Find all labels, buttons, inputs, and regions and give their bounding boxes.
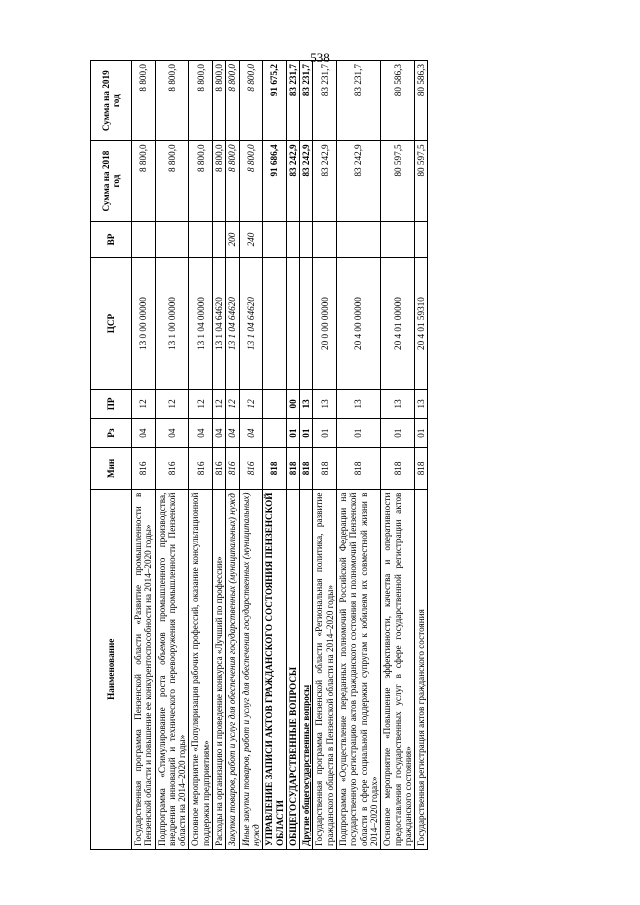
cell-vr bbox=[132, 221, 156, 258]
cell-vr bbox=[213, 221, 226, 258]
cell-sum2019: 83 231,7 bbox=[337, 61, 381, 141]
rotated-table-container bbox=[90, 60, 550, 850]
cell-sum2019: 8 800,0 bbox=[239, 61, 263, 141]
cell-csr: 20 4 01 00000 bbox=[381, 258, 415, 390]
cell-pr: 13 bbox=[300, 389, 313, 418]
cell-csr bbox=[263, 258, 287, 390]
cell-name: Государственная программа Пензенской области «Развитие промышленности в Пензенской области и повышение ее конкурентоспособности на 2014–2020 годы» bbox=[132, 489, 156, 849]
cell-sum2019: 8 800,0 bbox=[213, 61, 226, 141]
cell-sum2019: 80 586,3 bbox=[415, 61, 428, 141]
cell-min: 816 bbox=[189, 448, 213, 489]
table-row bbox=[415, 61, 428, 850]
cell-rz: 04 bbox=[226, 418, 239, 447]
cell-vr bbox=[189, 221, 213, 258]
rotated-page bbox=[90, 60, 550, 850]
cell-min: 816 bbox=[213, 448, 226, 489]
cell-sum2019: 8 800,0 bbox=[226, 61, 239, 141]
cell-sum2018: 8 800,0 bbox=[155, 141, 189, 221]
cell-sum2019: 91 675,2 bbox=[263, 61, 287, 141]
cell-csr: 13 1 04 64620 bbox=[239, 258, 263, 390]
header-pr: ПР bbox=[91, 389, 132, 418]
cell-min: 818 bbox=[300, 448, 313, 489]
cell-min: 818 bbox=[263, 448, 287, 489]
cell-name: Государственная регистрация актов гражданского состояния bbox=[415, 489, 428, 849]
cell-rz: 01 bbox=[313, 418, 337, 447]
cell-vr: 240 bbox=[239, 221, 263, 258]
cell-sum2018: 83 242,9 bbox=[313, 141, 337, 221]
table-row bbox=[286, 61, 299, 850]
header-rz: Рз bbox=[91, 418, 132, 447]
table-row bbox=[155, 61, 189, 850]
table-row bbox=[300, 61, 313, 850]
cell-sum2018: 83 242,9 bbox=[337, 141, 381, 221]
cell-vr bbox=[286, 221, 299, 258]
cell-sum2019: 83 231,7 bbox=[300, 61, 313, 141]
cell-rz: 04 bbox=[189, 418, 213, 447]
cell-sum2018: 8 800,0 bbox=[189, 141, 213, 221]
cell-vr bbox=[155, 221, 189, 258]
cell-rz: 04 bbox=[239, 418, 263, 447]
cell-pr bbox=[263, 389, 287, 418]
cell-name: Основное мероприятие «Повышение эффективности, качества и оперативности предоставления государственных услуг в сфере государственной регистрации актов гражданского состояния» bbox=[381, 489, 415, 849]
cell-vr bbox=[415, 221, 428, 258]
cell-pr: 12 bbox=[213, 389, 226, 418]
cell-pr: 13 bbox=[415, 389, 428, 418]
cell-sum2018: 80 597,5 bbox=[415, 141, 428, 221]
header-name: Наименование bbox=[91, 489, 132, 849]
table-row bbox=[337, 61, 381, 850]
cell-csr: 13 1 04 64620 bbox=[213, 258, 226, 390]
cell-rz: 04 bbox=[155, 418, 189, 447]
cell-csr bbox=[286, 258, 299, 390]
cell-rz: 04 bbox=[132, 418, 156, 447]
cell-vr bbox=[337, 221, 381, 258]
cell-csr: 13 1 00 00000 bbox=[155, 258, 189, 390]
cell-sum2019: 8 800,0 bbox=[132, 61, 156, 141]
cell-rz bbox=[263, 418, 287, 447]
cell-name: Государственная программа Пензенской области «Региональная политика, развитие гражданского общества в Пензенской области на 2014–2020 годы» bbox=[313, 489, 337, 849]
cell-name: ОБЩЕГОСУДАРСТВЕННЫЕ ВОПРОСЫ bbox=[286, 489, 299, 849]
cell-csr: 13 1 04 64620 bbox=[226, 258, 239, 390]
cell-pr: 12 bbox=[132, 389, 156, 418]
cell-csr: 13 0 00 00000 bbox=[132, 258, 156, 390]
cell-name: Иные закупки товаров, работ и услуг для обеспечения государственных (муниципальных) нужд bbox=[239, 489, 263, 849]
cell-min: 818 bbox=[337, 448, 381, 489]
cell-sum2018: 83 242,9 bbox=[286, 141, 299, 221]
cell-min: 818 bbox=[313, 448, 337, 489]
cell-min: 816 bbox=[132, 448, 156, 489]
cell-vr: 200 bbox=[226, 221, 239, 258]
header-sum2018: Сумма на 2018 год bbox=[91, 141, 132, 221]
table-row bbox=[239, 61, 263, 850]
cell-csr: 13 1 04 00000 bbox=[189, 258, 213, 390]
cell-name: УПРАВЛЕНИЕ ЗАПИСИ АКТОВ ГРАЖДАНСКОГО СОСТОЯНИЯ ПЕНЗЕНСКОЙ ОБЛАСТИ bbox=[263, 489, 287, 849]
cell-sum2018: 8 800,0 bbox=[226, 141, 239, 221]
table-row bbox=[226, 61, 239, 850]
cell-pr: 12 bbox=[155, 389, 189, 418]
header-csr: ЦСР bbox=[91, 258, 132, 390]
cell-sum2018: 8 800,0 bbox=[132, 141, 156, 221]
cell-name: Подпрограмма «Осуществление переданных полномочий Российской Федерации на государственную регистрацию актов гражданского состояния и полномочий Пензенской области в сфере социальной поддержки супругам к юбилеям их совместной жизни в 2014–2020 годах» bbox=[337, 489, 381, 849]
cell-sum2019: 83 231,7 bbox=[313, 61, 337, 141]
cell-min: 816 bbox=[226, 448, 239, 489]
budget-table bbox=[90, 60, 428, 850]
cell-vr bbox=[313, 221, 337, 258]
cell-csr: 20 0 00 00000 bbox=[313, 258, 337, 390]
cell-sum2018: 83 242,9 bbox=[300, 141, 313, 221]
table-row bbox=[381, 61, 415, 850]
cell-pr: 12 bbox=[239, 389, 263, 418]
cell-min: 816 bbox=[239, 448, 263, 489]
cell-sum2019: 83 231,7 bbox=[286, 61, 299, 141]
cell-sum2019: 80 586,3 bbox=[381, 61, 415, 141]
cell-sum2018: 80 597,5 bbox=[381, 141, 415, 221]
cell-csr: 20 4 00 00000 bbox=[337, 258, 381, 390]
cell-min: 816 bbox=[155, 448, 189, 489]
cell-csr bbox=[300, 258, 313, 390]
cell-pr: 12 bbox=[189, 389, 213, 418]
header-min: Мин bbox=[91, 448, 132, 489]
header-row bbox=[91, 61, 132, 850]
table-row bbox=[189, 61, 213, 850]
cell-rz: 01 bbox=[381, 418, 415, 447]
cell-vr bbox=[263, 221, 287, 258]
header-vr: ВР bbox=[91, 221, 132, 258]
cell-min: 818 bbox=[381, 448, 415, 489]
cell-sum2018: 91 686,4 bbox=[263, 141, 287, 221]
page-number: 538 bbox=[310, 50, 330, 65]
cell-rz: 04 bbox=[213, 418, 226, 447]
table-row bbox=[132, 61, 156, 850]
cell-name: Другие общегосударственные вопросы bbox=[300, 489, 313, 849]
cell-pr: 13 bbox=[381, 389, 415, 418]
cell-pr: 13 bbox=[337, 389, 381, 418]
cell-name: Закупка товаров, работ и услуг для обеспечения государственных (муниципальных) нужд bbox=[226, 489, 239, 849]
cell-name: Расходы на организацию и проведение конкурса «Лучший по профессии» bbox=[213, 489, 226, 849]
header-sum2019: Сумма на 2019 год bbox=[91, 61, 132, 141]
cell-rz: 01 bbox=[415, 418, 428, 447]
cell-sum2018: 8 800,0 bbox=[213, 141, 226, 221]
cell-rz: 01 bbox=[337, 418, 381, 447]
cell-pr: 13 bbox=[313, 389, 337, 418]
cell-min: 818 bbox=[415, 448, 428, 489]
cell-csr: 20 4 01 59310 bbox=[415, 258, 428, 390]
cell-name: Подпрограмма «Стимулирование роста объемов промышленного производства, внедрения инноваций и технического перевооружения промышленности Пензенской области на 2014–2020 годы» bbox=[155, 489, 189, 849]
cell-rz: 01 bbox=[300, 418, 313, 447]
cell-vr bbox=[381, 221, 415, 258]
cell-sum2019: 8 800,0 bbox=[189, 61, 213, 141]
table-body bbox=[132, 61, 428, 850]
cell-vr bbox=[300, 221, 313, 258]
cell-rz: 01 bbox=[286, 418, 299, 447]
table-row bbox=[213, 61, 226, 850]
table-row bbox=[263, 61, 287, 850]
cell-sum2019: 8 800,0 bbox=[155, 61, 189, 141]
cell-pr: 12 bbox=[226, 389, 239, 418]
cell-min: 818 bbox=[286, 448, 299, 489]
cell-pr: 00 bbox=[286, 389, 299, 418]
cell-name: Основное мероприятие «Популяризация рабочих профессий, оказание консультационной поддержки предприятиям» bbox=[189, 489, 213, 849]
cell-sum2018: 8 800,0 bbox=[239, 141, 263, 221]
table-row bbox=[313, 61, 337, 850]
